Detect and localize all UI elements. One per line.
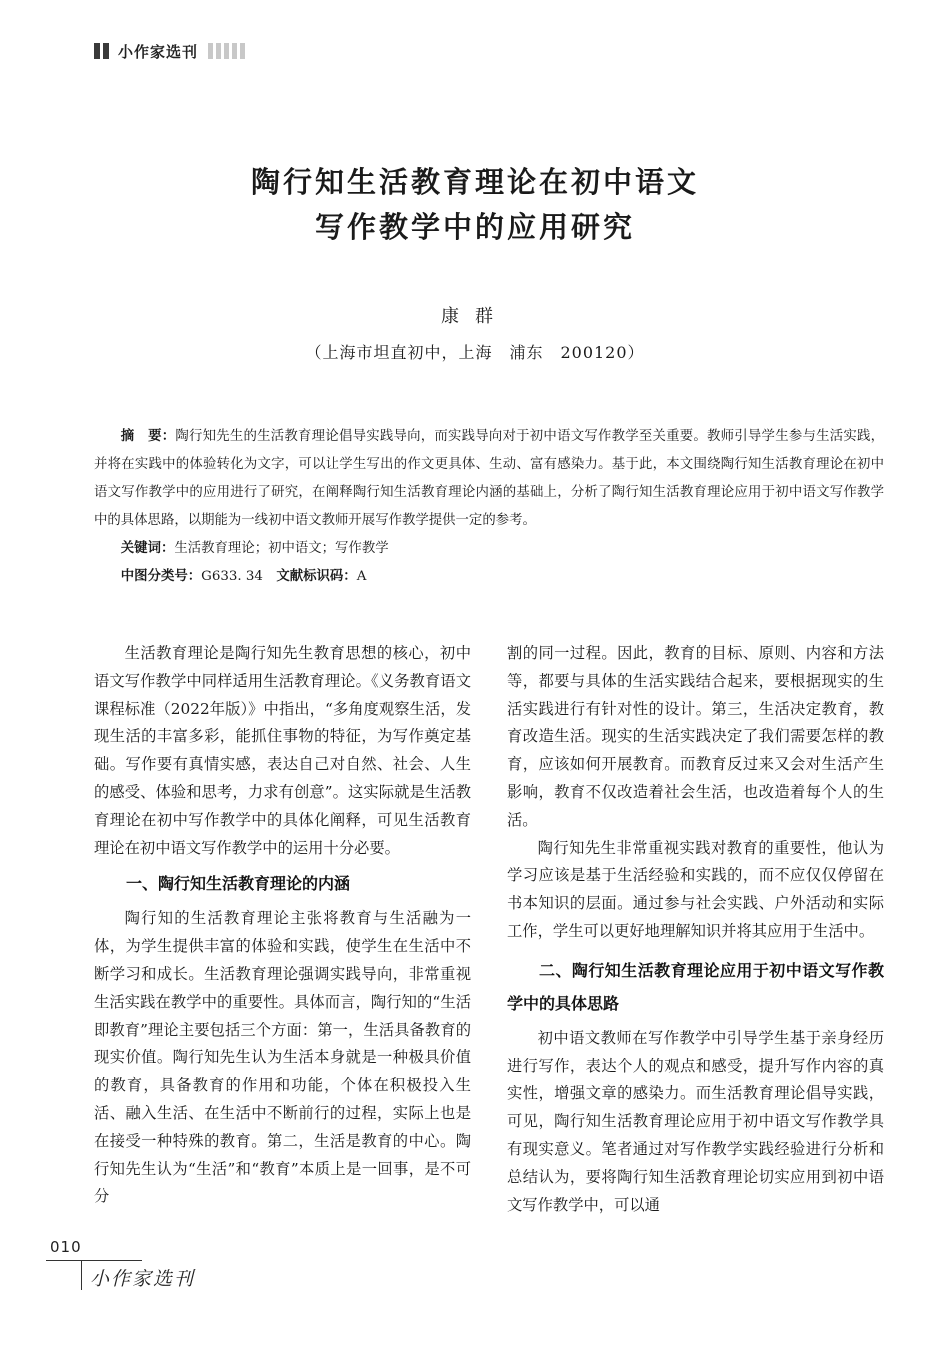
header-bar-icon <box>208 43 213 59</box>
footer-journal-logo: 小作家选刊 <box>90 1268 196 1290</box>
header-bar-icon <box>103 43 109 59</box>
header-bar-icon <box>216 43 221 59</box>
header-bar-icon <box>94 43 100 59</box>
body-paragraph: 陶行知先生非常重视实践对教育的重要性，他认为学习应该是基于生活经验和实践的，而不应仅仅停留在书本知识的层面。通过参与社会实践、户外活动和实际工作，学生可以更好地理解知识并将其应用于生活中。 <box>507 838 884 940</box>
abstract-block <box>94 423 884 591</box>
abstract-paragraph <box>94 423 884 535</box>
abstract-label: 摘 要： <box>120 429 176 444</box>
body-paragraph: 生活教育理论是陶行知先生教育思想的核心，初中语文写作教学中同样适用生活教育理论。《义务教育语文课程标准（2022年版）》中指出，“多角度观察生活，发现生活的丰富多彩，能抓住事物的特征，为写作奠定基础。写作要有真情实感，表达自己对自然、社会、人生的感受、体验和思考，力求有创意”。这实际就是生活教育理论在初中写作教学中的具体化阐释，可见生活教育理论在初中语文写作教学中的运用十分必要。 <box>94 644 471 857</box>
keywords-text: 生活教育理论；初中语文；写作教学 <box>174 541 389 556</box>
section-heading-1: 一、陶行知生活教育理论的内涵 <box>126 874 351 894</box>
footer-divider-vertical <box>81 1260 82 1290</box>
abstract-text: 陶行知先生的生活教育理论倡导实践导向，而实践导向对于初中语文写作教学至关重要。教师引导学生参与生活实践，并将在实践中的体验转化为文字，可以让学生写出的作文更具体、生动、富有感染力。基于此，本文围绕陶行知生活教育理论在初中语文写作教学中的应用进行了研究，在阐释陶行知生活教育理论内涵的基础上，分析了陶行知生活教育理论应用于初中语文写作教学中的具体思路，以期能为一线初中语文教师开展写作教学提供一定的参考。 <box>94 429 885 528</box>
title-line-1: 陶行知生活教育理论在初中语文 <box>250 165 699 199</box>
classification-line <box>121 563 884 591</box>
header-bar-icon <box>232 43 237 59</box>
author-affiliation: （上海市坦直初中，上海 浦东 200120） <box>305 343 645 362</box>
clc-value: G633. 34 <box>201 569 263 584</box>
clc-label: 中图分类号： <box>120 569 202 584</box>
body-column-right <box>507 640 884 1219</box>
header-bar-icon <box>240 43 245 59</box>
body-paragraph: 陶行知的生活教育理论主张将教育与生活融为一体，为学生提供丰富的体验和实践，使学生在生活中不断学习和成长。生活教育理论强调实践导向，非常重视生活实践在教学中的重要性。具体而言，陶行知的“生活即教育”理论主要包括三个方面：第一，生活具备教育的现实价值。陶行知先生认为生活本身就是一种极具价值的教育，具备教育的作用和功能，个体在积极投入生活、融入生活、在生活中不断前行的过程，实际上也是在接受一种特殊的教育。第二，生活是教育的中心。陶行知先生认为“生活”和“教育”本质上是一回事，是不可分 <box>94 909 471 1206</box>
body-paragraph: 初中语文教师在写作教学中引导学生基于亲身经历进行写作，表达个人的观点和感受，提升写作内容的真实性，增强文章的感染力。而生活教育理论倡导实践，可见，陶行知生活教育理论应用于初中语文写作教学具有现实意义。笔者通过对写作教学实践经验进行分析和总结认为，要将陶行知生活教育理论切实应用到初中语文写作教学中，可以通 <box>507 1028 884 1214</box>
keywords-label: 关键词： <box>120 541 175 556</box>
journal-name: 小作家选刊 <box>118 42 199 61</box>
keywords-line <box>121 535 884 563</box>
page-number: 010 <box>50 1238 82 1256</box>
footer-divider <box>46 1260 142 1261</box>
header-bar-icon <box>224 43 229 59</box>
doc-code-label: 文献标识码： <box>276 569 357 584</box>
section-heading-2: 二、陶行知生活教育理论应用于初中语文写作教学中的具体思路 <box>507 960 884 1013</box>
body-column-left <box>94 640 471 1211</box>
article-title <box>0 160 950 250</box>
author-name: 康群 <box>441 306 509 327</box>
body-paragraph: 割的同一过程。因此，教育的目标、原则、内容和方法等，都要与具体的生活实践结合起来，要根据现实的生活实践进行有针对性的设计。第三，生活决定教育，教育改造生活。现实的生活实践决定了我们需要怎样的教育，应该如何开展教育。而教育反过来又会对生活产生影响，教育不仅改造着社会生活，也改造着每个人的生活。 <box>507 644 884 829</box>
journal-header <box>94 40 248 62</box>
doc-code-value: A <box>356 569 367 584</box>
title-line-2: 写作教学中的应用研究 <box>314 210 635 244</box>
